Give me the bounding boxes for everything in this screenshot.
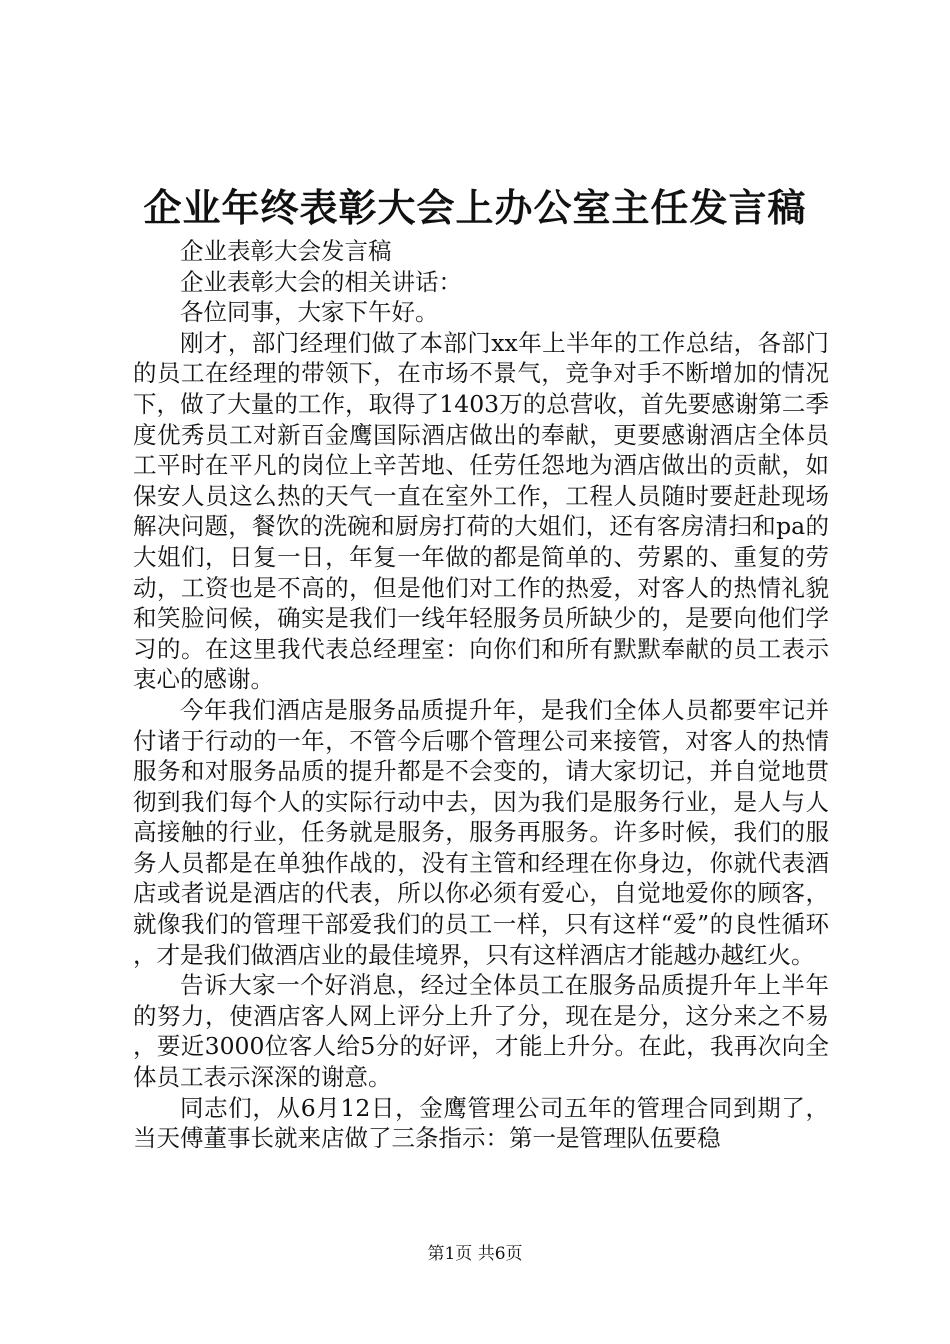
paragraph: 刚才，部门经理们做了本部门xx年上半年的工作总结，各部门的员工在经理的带领下，在市场不景气，竞争对手不断增加的情况下，做了大量的工作，取得了1403万的总营收，首先要感谢第二季度优秀员工对新百金鹰国际酒店做出的奉献，更要感谢酒店全体员工平时在平凡的岗位上辛苦地、任劳任怨地为酒店做出的贡献，如保安人员这么热的天气一直在室外工作，工程人员随时要赶赴现场解决问题，餐饮的洗碗和厨房打荷的大姐们，还有客房清扫和pa的大姐们，日复一日，年复一年做的都是简单的、劳累的、重复的劳动，工资也是不高的，但是他们对工作的热爱，对客人的热情礼貌和笑脸问候，确实是我们一线年轻服务员所缺少的，是要向他们学习的。在这里我代表总经理室：向你们和所有默默奉献的员工表示衷心的感谢。 bbox=[133, 328, 829, 694]
paragraph: 告诉大家一个好消息，经过全体员工在服务品质提升年上半年的努力，使酒店客人网上评分上升了分，现在是分，这分来之不易，要近3000位客人给5分的好评，才能上升分。在此，我再次向全体员工表示深深的谢意。 bbox=[133, 971, 829, 1092]
paragraph: 各位同事，大家下午好。 bbox=[180, 298, 439, 327]
paragraph: 企业表彰大会发言稿 bbox=[180, 237, 392, 265]
document-body bbox=[133, 236, 829, 1154]
paragraph: 同志们，从6月12日，金鹰管理公司五年的管理合同到期了，当天傅董事长就来店做了三条指示：第一是管理队伍要稳 bbox=[133, 1093, 829, 1153]
paragraph: 企业表彰大会的相关讲话： bbox=[180, 267, 462, 296]
document-title: 企业年终表彰大会上办公室主任发言稿 bbox=[143, 185, 807, 230]
paragraph: 今年我们酒店是服务品质提升年，是我们全体人员都要牢记并付诸于行动的一年，不管今后哪个管理公司来接管，对客人的热情服务和对服务品质的提升都是不会变的，请大家切记，并自觉地贯彻到我们每个人的实际行动中去，因为我们是服务行业，是人与人高接触的行业，任务就是服务，服务再服务。许多时候，我们的服务人员都是在单独作战的，没有主管和经理在你身边，你就代表酒店或者说是酒店的代表，所以你必须有爱心，自觉地爱你的顾客，就像我们的管理干部爱我们的员工一样，只有这样“爱”的良性循环，才是我们做酒店业的最佳境界，只有这样酒店才能越办越红火。 bbox=[133, 695, 829, 969]
page-number-footer: 第1页 共6页 bbox=[427, 1244, 523, 1264]
